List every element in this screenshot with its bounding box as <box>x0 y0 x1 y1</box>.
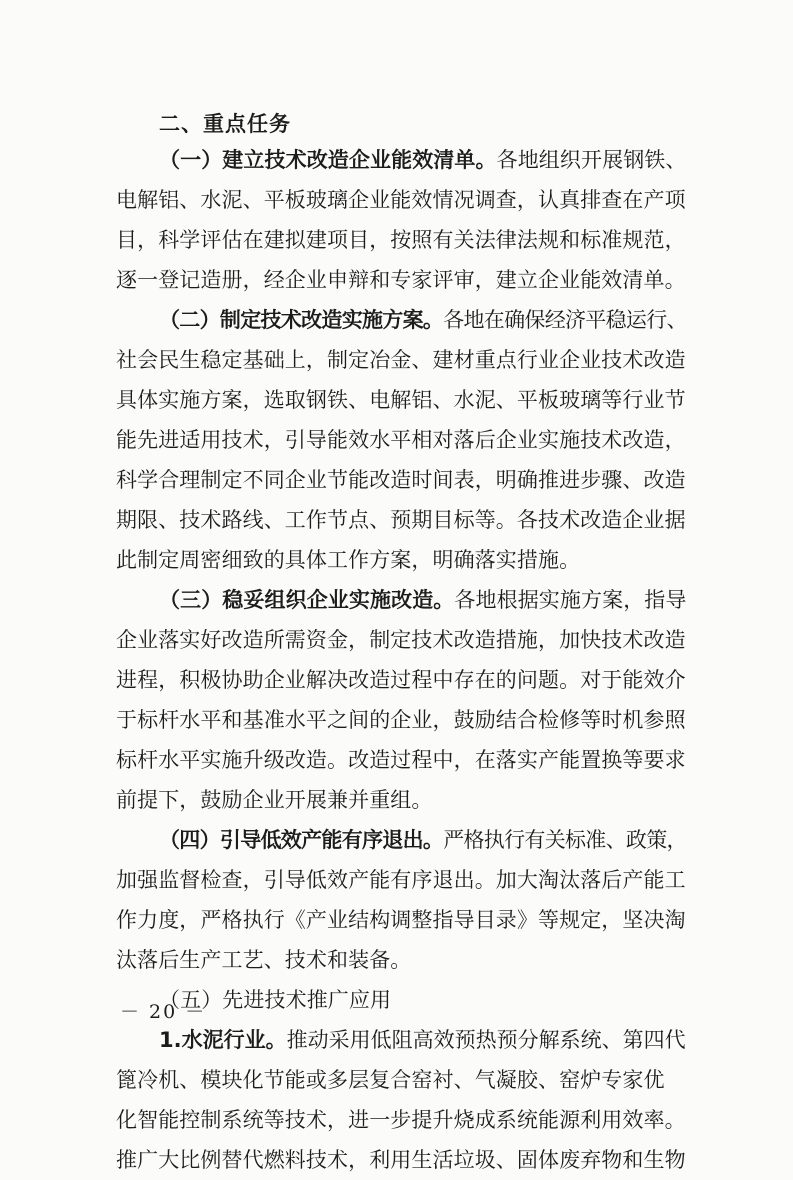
line-text: 各地组织开展钢铁、 <box>496 148 687 172</box>
text-line <box>116 860 686 900</box>
text-line <box>116 540 686 580</box>
text-line <box>116 180 686 220</box>
text-line <box>116 260 686 300</box>
line-text: 期限、技术路线、工作节点、预期目标等。各技术改造企业据 <box>116 508 686 532</box>
line-text: 进程，积极协助企业解决改造过程中存在的问题。对于能效介 <box>116 668 686 692</box>
text-line <box>116 940 686 980</box>
line-text: 加强监督检查，引导低效产能有序退出。加大淘汰落后产能工 <box>116 868 686 892</box>
text-line <box>116 380 686 420</box>
text-line <box>116 460 686 500</box>
line-text: 汰落后生产工艺、技术和装备。 <box>116 948 412 972</box>
text-line <box>116 820 686 860</box>
line-text: 具体实施方案，选取钢铁、电解铝、水泥、平板玻璃等行业节 <box>116 388 686 412</box>
page-number: － 20 － <box>120 1001 207 1023</box>
paragraph-lead: （一）建立技术改造企业能效清单。 <box>159 148 497 172</box>
line-text: 企业落实好改造所需资金，制定技术改造措施，加快技术改造 <box>116 628 686 652</box>
text-line <box>116 580 686 620</box>
line-text: 各地在确保经济平稳运行、 <box>443 308 687 332</box>
line-text: 推动采用低阻高效预热预分解系统、第四代 <box>286 1028 686 1052</box>
paragraph-lead: （三）稳妥组织企业实施改造。 <box>159 588 455 612</box>
line-text: 作力度，严格执行《产业结构调整指导目录》等规定，坚决淘 <box>116 908 686 932</box>
line-text: 篦冷机、模块化节能或多层复合窑衬、气凝胶、窑炉专家优 <box>116 1068 665 1092</box>
paragraph-lead: （四）引导低效产能有序退出。 <box>159 828 444 852</box>
line-text: 于标杆水平和基准水平之间的企业，鼓励结合检修等时机参照 <box>116 708 686 732</box>
line-text: 逐一登记造册，经企业申辩和专家评审，建立企业能效清单。 <box>116 268 686 292</box>
text-line <box>116 420 686 460</box>
text-line <box>116 620 686 660</box>
section-heading: 二、重点任务 <box>159 112 291 136</box>
paragraph-lead: （二）制定技术改造实施方案。 <box>159 308 444 332</box>
text-line <box>116 1100 686 1140</box>
line-text: 科学合理制定不同企业节能改造时间表，明确推进步骤、改造 <box>116 468 686 492</box>
line-text: 化智能控制系统等技术，进一步提升烧成系统能源利用效率。 <box>116 1108 686 1132</box>
line-text: 此制定周密细致的具体工作方案，明确落实措施。 <box>116 548 581 572</box>
text-line <box>116 1140 686 1180</box>
text-line <box>116 340 686 380</box>
line-text: 前提下，鼓励企业开展兼并重组。 <box>116 788 433 812</box>
text-line <box>116 700 686 740</box>
text-line <box>116 300 686 340</box>
line-text: 能先进适用技术，引导能效水平相对落后企业实施技术改造， <box>116 428 686 452</box>
text-line <box>116 780 686 820</box>
line-text: 目，科学评估在建拟建项目，按照有关法律法规和标准规范， <box>116 228 686 252</box>
line-text: 推广大比例替代燃料技术，利用生活垃圾、固体废弃物和生物 <box>116 1148 686 1172</box>
text-line <box>116 1060 686 1100</box>
line-text: 标杆水平实施升级改造。改造过程中，在落实产能置换等要求 <box>116 748 686 772</box>
line-text: 严格执行有关标准、政策， <box>443 828 687 852</box>
line-text: （五）先进技术推广应用 <box>159 988 392 1012</box>
text-line <box>116 660 686 700</box>
line-text: 各地根据实施方案，指导 <box>454 588 687 612</box>
text-line <box>116 500 686 540</box>
text-line <box>116 900 686 940</box>
text-line <box>116 140 686 180</box>
line-text: 社会民生稳定基础上，制定冶金、建材重点行业企业技术改造 <box>116 348 686 372</box>
text-line <box>116 740 686 780</box>
line-text: 电解铝、水泥、平板玻璃企业能效情况调查，认真排查在产项 <box>116 188 686 212</box>
paragraph-lead: 1.水泥行业。 <box>159 1028 287 1052</box>
text-line <box>116 220 686 260</box>
